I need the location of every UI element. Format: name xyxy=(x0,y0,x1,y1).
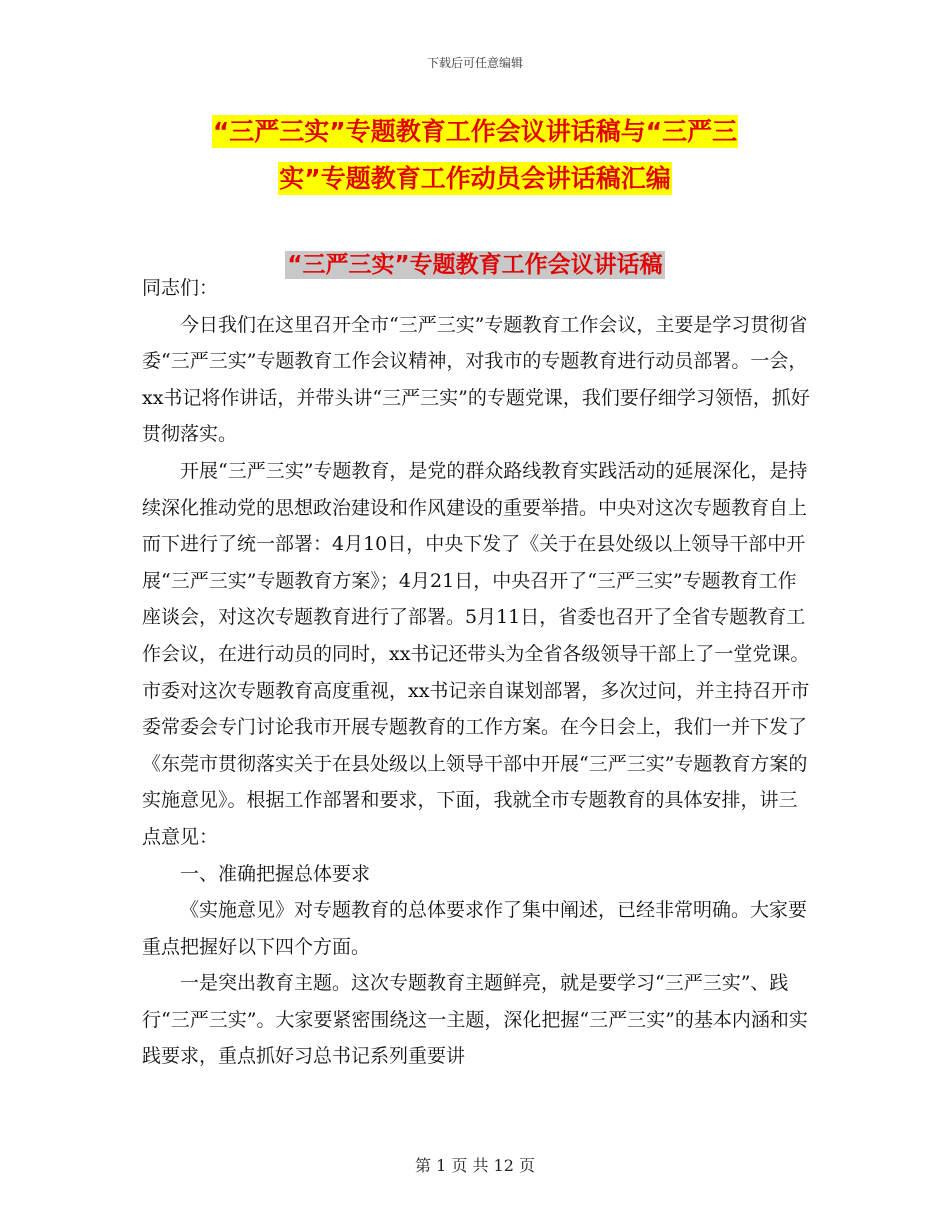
document-title-text-2: 实”专题教育工作动员会讲话稿汇编 xyxy=(279,164,671,193)
header-note: 下载后可任意编辑 xyxy=(426,56,523,70)
page-number: 第 1 页 共 12 页 xyxy=(415,1156,535,1175)
document-title-line-1 xyxy=(0,112,950,148)
paragraph-2: 开展“三严三实”专题教育，是党的群众路线教育实践活动的延展深化，是持续深化推动党的思想政治建设和作风建设的重要举措。中央对这次专题教育自上而下进行了统一部署：4月10日，中央下发了《关于在县处级以上领导干部中开展“三严三实”专题教育方案》；4月21日，中央召开了“三严三实”专题教育工作座谈会，对这次专题教育进行了部署。5月11日，省委也召开了全省专题教育工作会议，在进行动员的同时，xx书记还带头为全省各级领导干部上了一堂党课。市委对这次专题教育高度重视，xx书记亲自谋划部署，多次过问，并主持召开市委常委会专门讨论我市开展专题教育的工作方案。在今日会上，我们一并下发了《东莞市贯彻落实关于在县处级以上领导干部中开展“三严三实”专题教育方案的实施意见》。根据工作部署和要求，下面，我就全市专题教育的具体安排，讲三点意见： xyxy=(142,459,810,848)
document-title-line-2 xyxy=(0,159,950,195)
heading-1: 一、准确把握总体要求 xyxy=(180,862,371,885)
paragraph-3: 《实施意见》对专题教育的总体要求作了集中阐述，已经非常明确。大家要重点把握好以下四个方面。 xyxy=(142,899,808,958)
paragraph-1: 今日我们在这里召开全市“三严三实”专题教育工作会议，主要是学习贯彻省委“三严三实”专题教育工作会议精神，对我市的专题教育进行动员部署。一会，xx书记将作讲话，并带头讲“三严三实”的专题党课，我们要仔细学习领悟，抓好贯彻落实。 xyxy=(142,313,810,446)
document-title-text-1: “三严三实”专题教育工作会议讲话稿与“三严三 xyxy=(212,117,738,146)
paragraph-4: 一是突出教育主题。这次专题教育主题鲜亮，就是要学习“三严三实”、践行“三严三实”。大家要紧密围绕这一主题，深化把握“三严三实”的基本内涵和实践要求，重点抓好习总书记系列重要讲 xyxy=(142,972,808,1068)
document-body xyxy=(142,270,810,1075)
section-title-text: “三严三实”专题教育工作会议讲话稿 xyxy=(287,252,663,278)
salutation: 同志们： xyxy=(142,277,219,299)
